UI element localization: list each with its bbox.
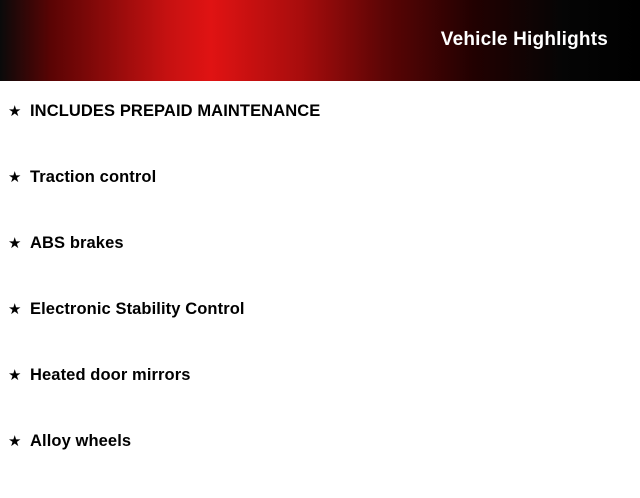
- star-bullet-icon: ★: [8, 367, 22, 384]
- list-item-label: ABS brakes: [30, 234, 124, 252]
- list-item-label: INCLUDES PREPAID MAINTENANCE: [30, 102, 321, 120]
- list-item-label: Electronic Stability Control: [30, 300, 245, 318]
- star-bullet-icon: ★: [8, 433, 22, 450]
- list-item-label: Alloy wheels: [30, 432, 132, 450]
- star-bullet-icon: ★: [8, 169, 22, 186]
- star-bullet-icon: ★: [8, 103, 22, 120]
- list-item: [0, 432, 640, 498]
- list-item: [0, 366, 640, 432]
- list-item-label: Heated door mirrors: [30, 366, 191, 384]
- list-item: [0, 168, 640, 234]
- star-bullet-icon: ★: [8, 235, 22, 252]
- star-bullet-icon: ★: [8, 301, 22, 318]
- header-banner: [0, 0, 640, 81]
- list-item: [0, 300, 640, 366]
- vehicle-highlights-list: [0, 102, 640, 498]
- page-title: Vehicle Highlights: [440, 29, 608, 50]
- list-item: [0, 102, 640, 168]
- highlights-content: [0, 81, 640, 480]
- list-item: [0, 234, 640, 300]
- list-item-label: Traction control: [30, 168, 157, 186]
